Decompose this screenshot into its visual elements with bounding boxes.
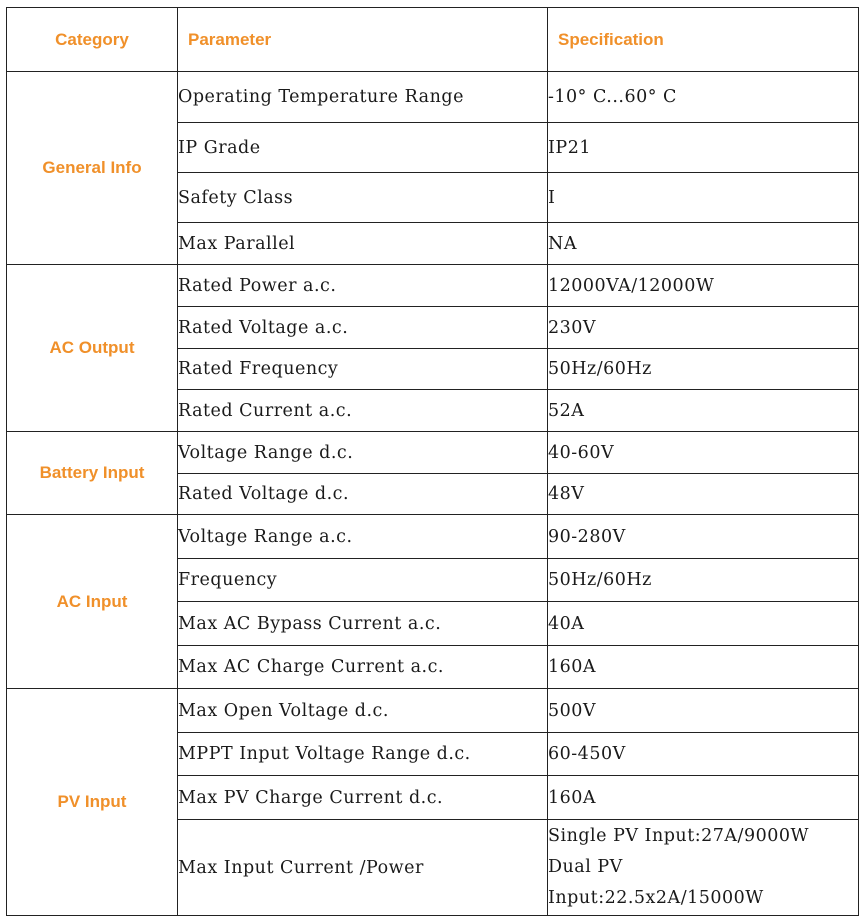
category-ac-output: AC Output (7, 265, 178, 432)
parameter-cell: MPPT Input Voltage Range d.c. (178, 733, 548, 776)
header-category: Category (7, 8, 178, 72)
table-row (7, 515, 859, 559)
spec-cell: -10° C...60° C (548, 72, 859, 123)
spec-cell: 160A (548, 646, 859, 689)
spec-cell: I (548, 173, 859, 223)
spec-line: Single PV Input:27A/9000W (548, 826, 809, 846)
parameter-cell: Rated Current a.c. (178, 390, 548, 432)
spec-cell: 50Hz/60Hz (548, 559, 859, 602)
parameter-cell: Voltage Range a.c. (178, 515, 548, 559)
table-row (7, 72, 859, 123)
parameter-cell: Frequency (178, 559, 548, 602)
spec-cell: 40A (548, 602, 859, 646)
spec-cell: 230V (548, 307, 859, 349)
parameter-cell: Max Open Voltage d.c. (178, 689, 548, 733)
parameter-cell: IP Grade (178, 123, 548, 173)
spec-cell: 160A (548, 776, 859, 820)
category-ac-input: AC Input (7, 515, 178, 689)
parameter-cell: Rated Voltage d.c. (178, 474, 548, 515)
header-parameter: Parameter (178, 8, 548, 72)
spec-cell: 12000VA/12000W (548, 265, 859, 307)
category-battery-input: Battery Input (7, 432, 178, 515)
header-specification: Specification (548, 8, 859, 72)
spec-cell: IP21 (548, 123, 859, 173)
spec-cell: 90-280V (548, 515, 859, 559)
spec-cell: NA (548, 223, 859, 265)
parameter-cell: Max PV Charge Current d.c. (178, 776, 548, 820)
spec-cell: 40-60V (548, 432, 859, 474)
header-row (7, 8, 859, 72)
table-row (7, 432, 859, 474)
parameter-cell: Operating Temperature Range (178, 72, 548, 123)
table-row (7, 265, 859, 307)
table-row (7, 689, 859, 733)
spec-line: Input:22.5x2A/15000W (548, 888, 764, 908)
parameter-cell: Safety Class (178, 173, 548, 223)
spec-cell: 500V (548, 689, 859, 733)
parameter-cell: Rated Power a.c. (178, 265, 548, 307)
parameter-cell: Max Parallel (178, 223, 548, 265)
spec-table (6, 7, 859, 916)
parameter-cell: Max AC Charge Current a.c. (178, 646, 548, 689)
spec-cell-multiline (548, 820, 859, 916)
spec-cell: 48V (548, 474, 859, 515)
spec-cell: 50Hz/60Hz (548, 349, 859, 390)
parameter-cell: Max AC Bypass Current a.c. (178, 602, 548, 646)
parameter-cell: Max Input Current /Power (178, 820, 548, 916)
parameter-cell: Rated Frequency (178, 349, 548, 390)
spec-cell: 52A (548, 390, 859, 432)
category-pv-input: PV Input (7, 689, 178, 916)
parameter-cell: Voltage Range d.c. (178, 432, 548, 474)
spec-cell: 60-450V (548, 733, 859, 776)
category-general-info: General Info (7, 72, 178, 265)
spec-line: Dual PV (548, 857, 623, 877)
parameter-cell: Rated Voltage a.c. (178, 307, 548, 349)
